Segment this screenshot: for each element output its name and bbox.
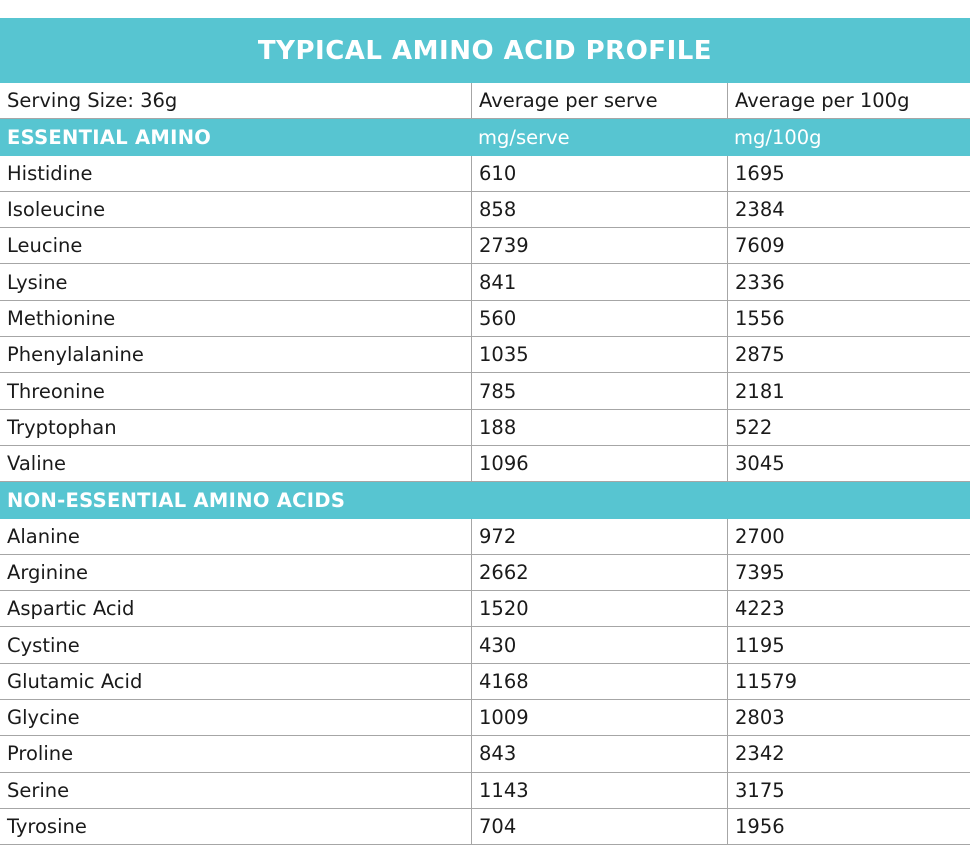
amino-acid-name: Leucine xyxy=(7,234,83,258)
table-row xyxy=(0,337,970,373)
value-per-100g: 2342 xyxy=(727,736,970,771)
value-per-serve: 785 xyxy=(471,373,727,408)
unit-per-100g: mg/100g xyxy=(734,125,822,149)
unit-per-serve: mg/serve xyxy=(478,125,570,149)
table-row xyxy=(0,373,970,409)
value-per-100g: 2875 xyxy=(727,337,970,372)
table-title: TYPICAL AMINO ACID PROFILE xyxy=(0,18,970,83)
value-per-100g: 1956 xyxy=(727,809,970,844)
table-row xyxy=(0,228,970,264)
amino-acid-name: Alanine xyxy=(7,524,80,548)
value-per-serve: 188 xyxy=(471,410,727,445)
amino-acid-name: Valine xyxy=(7,452,66,476)
table-row xyxy=(0,519,970,555)
value-per-serve: 1143 xyxy=(471,773,727,808)
table-body xyxy=(0,83,970,845)
value-per-100g: 1556 xyxy=(727,301,970,336)
value-per-serve: 560 xyxy=(471,301,727,336)
essential-rows xyxy=(0,156,970,483)
amino-acid-name: Glycine xyxy=(7,706,80,730)
value-per-serve: 972 xyxy=(471,519,727,554)
value-per-100g: 7395 xyxy=(727,555,970,590)
value-per-serve: 1096 xyxy=(471,446,727,481)
value-per-serve: 2739 xyxy=(471,228,727,263)
table-row xyxy=(0,627,970,663)
value-per-100g: 2384 xyxy=(727,192,970,227)
table-row xyxy=(0,156,970,192)
amino-acid-name: Tyrosine xyxy=(7,815,87,839)
value-per-serve: 2662 xyxy=(471,555,727,590)
value-per-serve: 1520 xyxy=(471,591,727,626)
table-row xyxy=(0,264,970,300)
table-row xyxy=(0,410,970,446)
value-per-100g: 11579 xyxy=(727,664,970,699)
amino-acid-name: Threonine xyxy=(7,379,105,403)
amino-acid-name: Arginine xyxy=(7,561,88,584)
amino-acid-name: Cystine xyxy=(7,633,80,657)
amino-acid-name: Tryptophan xyxy=(7,415,117,439)
table-row xyxy=(0,591,970,627)
value-per-serve: 841 xyxy=(471,264,727,299)
value-per-serve: 430 xyxy=(471,627,727,662)
amino-acid-name: Histidine xyxy=(7,161,93,185)
amino-acid-name: Methionine xyxy=(7,306,116,330)
section-header-essential xyxy=(0,119,970,155)
table-row xyxy=(0,446,970,482)
amino-acid-name: Aspartic Acid xyxy=(7,597,135,621)
table-row xyxy=(0,736,970,772)
value-per-100g: 522 xyxy=(727,410,970,445)
table-row xyxy=(0,809,970,845)
amino-acid-name: Lysine xyxy=(7,270,68,294)
value-per-100g: 1195 xyxy=(727,627,970,662)
value-per-serve: 1035 xyxy=(471,337,727,372)
section-header-non-essential xyxy=(0,482,970,518)
value-per-serve: 4168 xyxy=(471,664,727,699)
value-per-100g: 2803 xyxy=(727,700,970,735)
value-per-serve: 1009 xyxy=(471,700,727,735)
amino-acid-name: Isoleucine xyxy=(7,198,106,222)
table-row xyxy=(0,664,970,700)
value-per-100g: 7609 xyxy=(727,228,970,263)
section-label-essential: ESSENTIAL AMINO xyxy=(7,125,212,149)
value-per-100g: 1695 xyxy=(727,156,970,191)
value-per-100g: 3175 xyxy=(727,773,970,808)
table-row xyxy=(0,301,970,337)
header-row xyxy=(0,83,970,119)
section-label-non-essential: NON-ESSENTIAL AMINO ACIDS xyxy=(7,488,346,512)
table-row xyxy=(0,700,970,736)
serving-size-label: Serving Size: 36g xyxy=(7,89,178,113)
amino-acid-name: Glutamic Acid xyxy=(7,669,143,693)
amino-acid-name: Proline xyxy=(7,742,74,766)
value-per-100g: 3045 xyxy=(727,446,970,481)
amino-acid-name: Serine xyxy=(7,778,70,802)
value-per-serve: 704 xyxy=(471,809,727,844)
value-per-serve: 858 xyxy=(471,192,727,227)
non-essential-rows xyxy=(0,519,970,846)
column-header-per-100g: Average per 100g xyxy=(727,83,970,118)
value-per-100g: 2700 xyxy=(727,519,970,554)
amino-acid-name: Phenylalanine xyxy=(7,343,144,367)
column-header-per-serve: Average per serve xyxy=(471,83,727,118)
value-per-100g: 2336 xyxy=(727,264,970,299)
table-row xyxy=(0,192,970,228)
table-row xyxy=(0,773,970,809)
value-per-serve: 610 xyxy=(471,156,727,191)
table-row xyxy=(0,555,970,591)
value-per-100g: 4223 xyxy=(727,591,970,626)
value-per-100g: 2181 xyxy=(727,373,970,408)
value-per-serve: 843 xyxy=(471,736,727,771)
